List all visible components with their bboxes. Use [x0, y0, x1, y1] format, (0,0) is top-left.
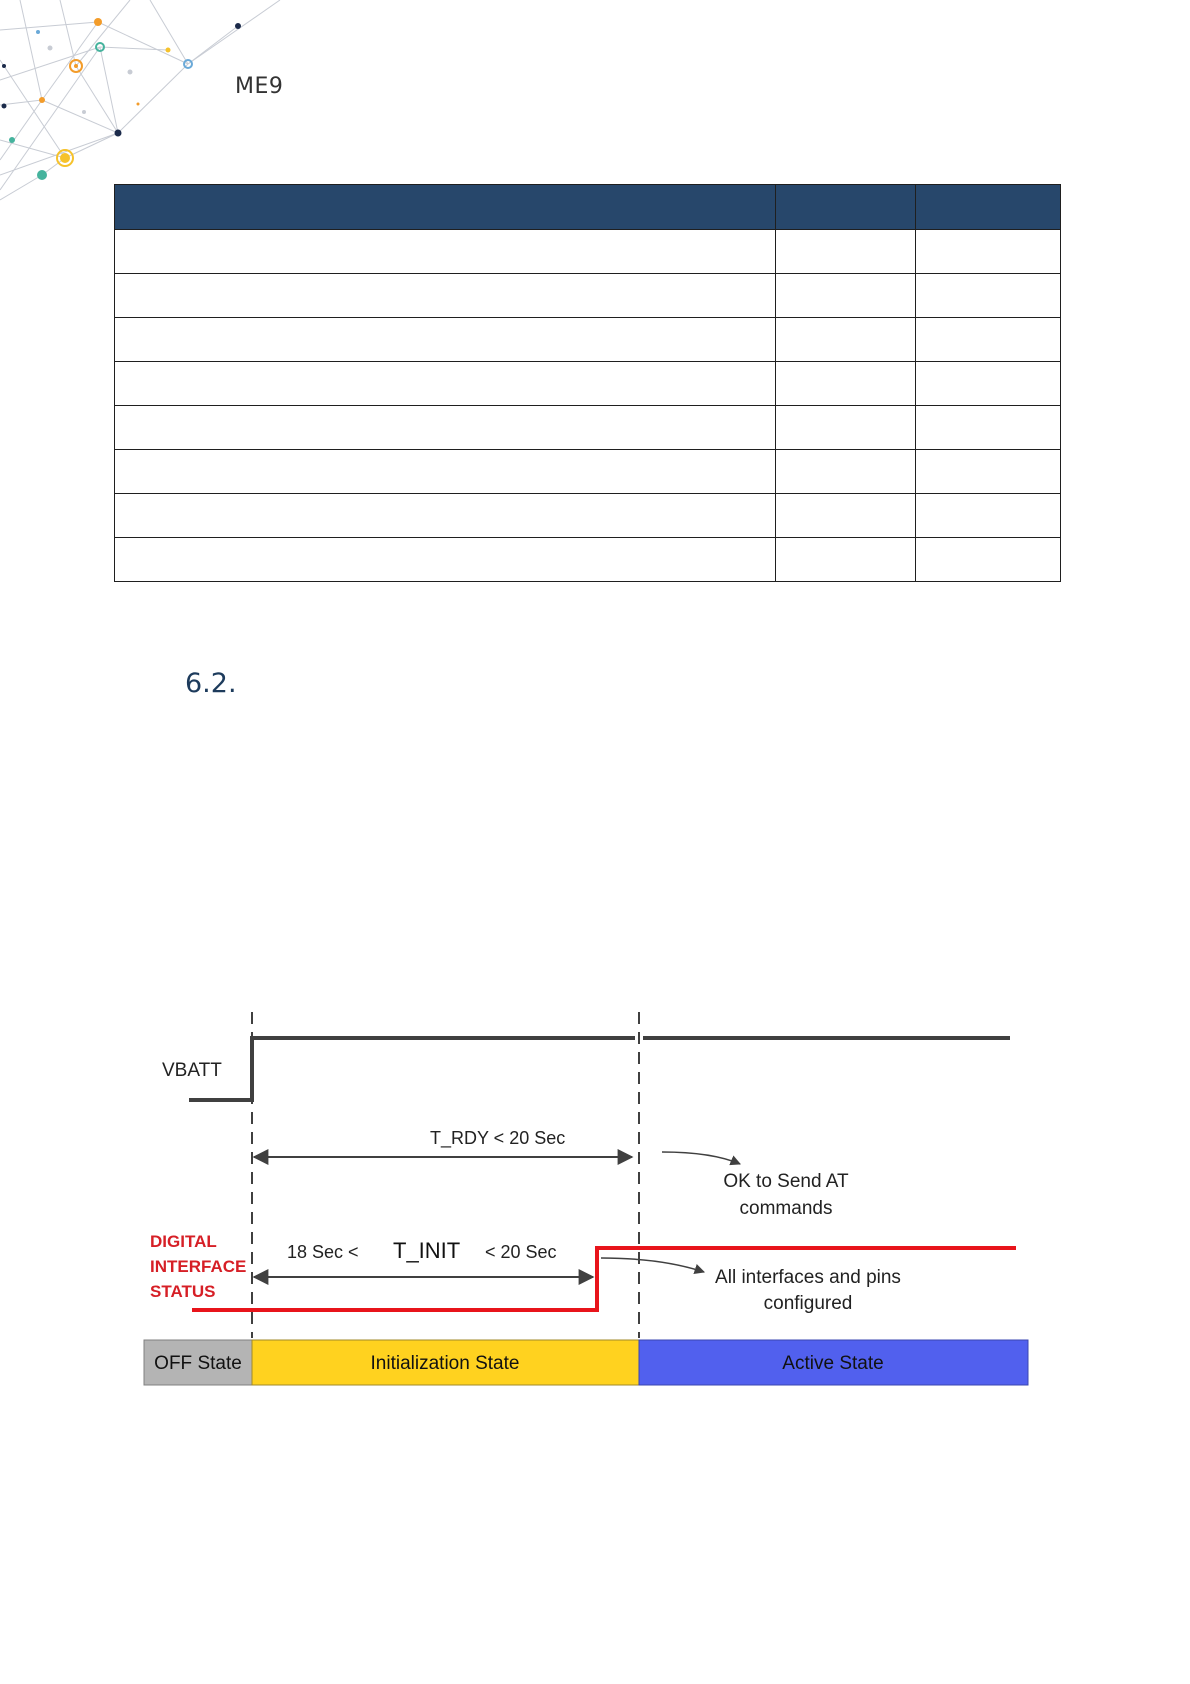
off-state-label: OFF State	[154, 1353, 242, 1374]
document-header-title: ME9	[235, 74, 284, 99]
interfaces-note-pointer	[601, 1258, 704, 1272]
vbatt-label: VBATT	[162, 1060, 222, 1081]
t-rdy-label: T_RDY < 20 Sec	[430, 1128, 566, 1148]
t-init-prefix: 18 Sec <	[287, 1242, 359, 1262]
t-init-name: T_INIT	[393, 1238, 461, 1263]
digital-label-line3: STATUS	[150, 1282, 216, 1301]
ok-note-line2: commands	[739, 1198, 833, 1219]
active-state-label: Active State	[782, 1353, 884, 1374]
ok-note-line1: OK to Send AT	[723, 1171, 849, 1192]
interfaces-note-line1: All interfaces and pins	[715, 1267, 901, 1288]
interfaces-note-line2: configured	[763, 1293, 853, 1314]
digital-label-line1: DIGITAL	[150, 1232, 217, 1251]
vbatt-waveform	[189, 1038, 635, 1100]
initialization-state-label: Initialization State	[370, 1353, 520, 1374]
t-init-suffix: < 20 Sec	[485, 1242, 557, 1262]
section-number: 6.2.	[185, 668, 237, 699]
ok-note-pointer	[662, 1152, 740, 1164]
digital-label-line2: INTERFACE	[150, 1257, 247, 1276]
